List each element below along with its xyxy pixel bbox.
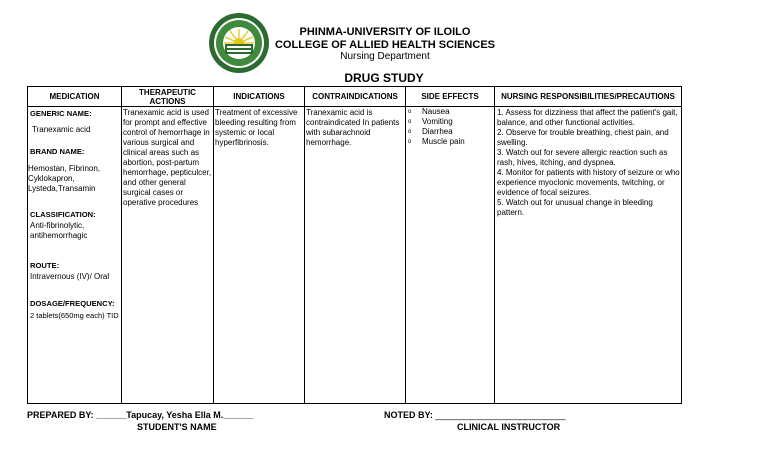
indications-cell: Treatment of excessive bleeding resulting from systemic or local hyperfibrinosis.	[214, 107, 305, 404]
generic-name-value: Tranexamic acid	[32, 125, 91, 134]
brand-name-value: Hemostan, Fibrinon, Cyklokapron, Lysteda,Transamin	[28, 164, 101, 193]
nursing-responsibilities-cell	[495, 107, 682, 404]
list-item: o Nausea	[408, 107, 494, 117]
classification-label: CLASSIFICATION:	[30, 210, 96, 219]
generic-name-label: GENERIC NAME:	[30, 109, 92, 118]
list-item: o Muscle pain	[408, 137, 494, 147]
route-label: ROUTE:	[30, 261, 60, 270]
document-title: DRUG STUDY	[344, 71, 424, 85]
table-row	[28, 107, 682, 404]
list-item: 5. Watch out for unusual change in bleeding pattern.	[497, 198, 653, 217]
nursing-responsibilities-list	[496, 108, 681, 218]
student-name-label: STUDENT'S NAME	[137, 422, 217, 432]
noted-by-value: __________________________	[435, 410, 566, 420]
column-header-therapeutic-actions: THERAPEUTIC ACTIONS	[122, 87, 214, 107]
prepared-by-value: ______Tapucay, Yesha Ella M.______	[96, 410, 254, 420]
column-header-nursing-responsibilities: NURSING RESPONSIBILITIES/PRECAUTIONS	[495, 87, 682, 107]
contraindications-cell: Tranexamic acid is contraindicated In patients with subarachnoid hemorrhage.	[305, 107, 406, 404]
list-item: 2. Observe for trouble breathing, chest pain, and swelling.	[497, 128, 669, 147]
therapeutic-actions-cell: Tranexamic acid is used for prompt and effective control of hemorrhage in various surgical and clinical areas such as abortion, post-partum hemorrhage, pepticulcer, and other general surgical cases or operative procedures	[122, 107, 214, 404]
noted-by-label: NOTED BY:	[384, 410, 433, 420]
column-header-contraindications: CONTRAINDICATIONS	[305, 87, 406, 107]
university-name: PHINMA-UNIVERSITY OF ILOILO	[299, 26, 471, 38]
drug-study-table	[27, 86, 682, 404]
column-header-indications: INDICATIONS	[214, 87, 305, 107]
list-item: 1. Assess for dizziness that affect the patient's gait, balance, and other functional activities.	[497, 108, 678, 127]
column-header-medication: MEDICATION	[28, 87, 122, 107]
medication-cell	[28, 107, 122, 404]
noted-by-line	[384, 410, 566, 420]
college-name: COLLEGE OF ALLIED HEALTH SCIENCES	[274, 39, 495, 51]
list-item: 3. Watch out for severe allergic reaction such as rash, hives, itching, and dyspnea.	[497, 148, 668, 167]
route-value: Intravernous (IV)/ Oral	[30, 272, 110, 281]
list-item: o Diarrhea	[408, 127, 494, 137]
list-item: 4. Monitor for patients with history of seizure or who experience myoclonic movements, twitching, or evidence of focal seizures.	[497, 168, 680, 197]
prepared-by-label: PREPARED BY:	[27, 410, 94, 420]
prepared-by-line	[27, 410, 253, 420]
dosage-frequency-value: 2 tablets(650mg each) TID	[30, 311, 119, 320]
table-header-row	[28, 87, 682, 107]
clinical-instructor-label: CLINICAL INSTRUCTOR	[457, 422, 561, 432]
dosage-frequency-label: DOSAGE/FREQUENCY:	[30, 299, 115, 308]
list-item: o Vomiting	[408, 117, 494, 127]
side-effects-list	[406, 107, 494, 147]
side-effects-cell	[406, 107, 495, 404]
column-header-side-effects: SIDE EFFECTS	[406, 87, 495, 107]
brand-name-label: BRAND NAME:	[30, 147, 85, 156]
classification-value: Anti-fibrinolytic, antihemorrhagic	[30, 221, 88, 240]
department-name: Nursing Department	[340, 51, 430, 62]
